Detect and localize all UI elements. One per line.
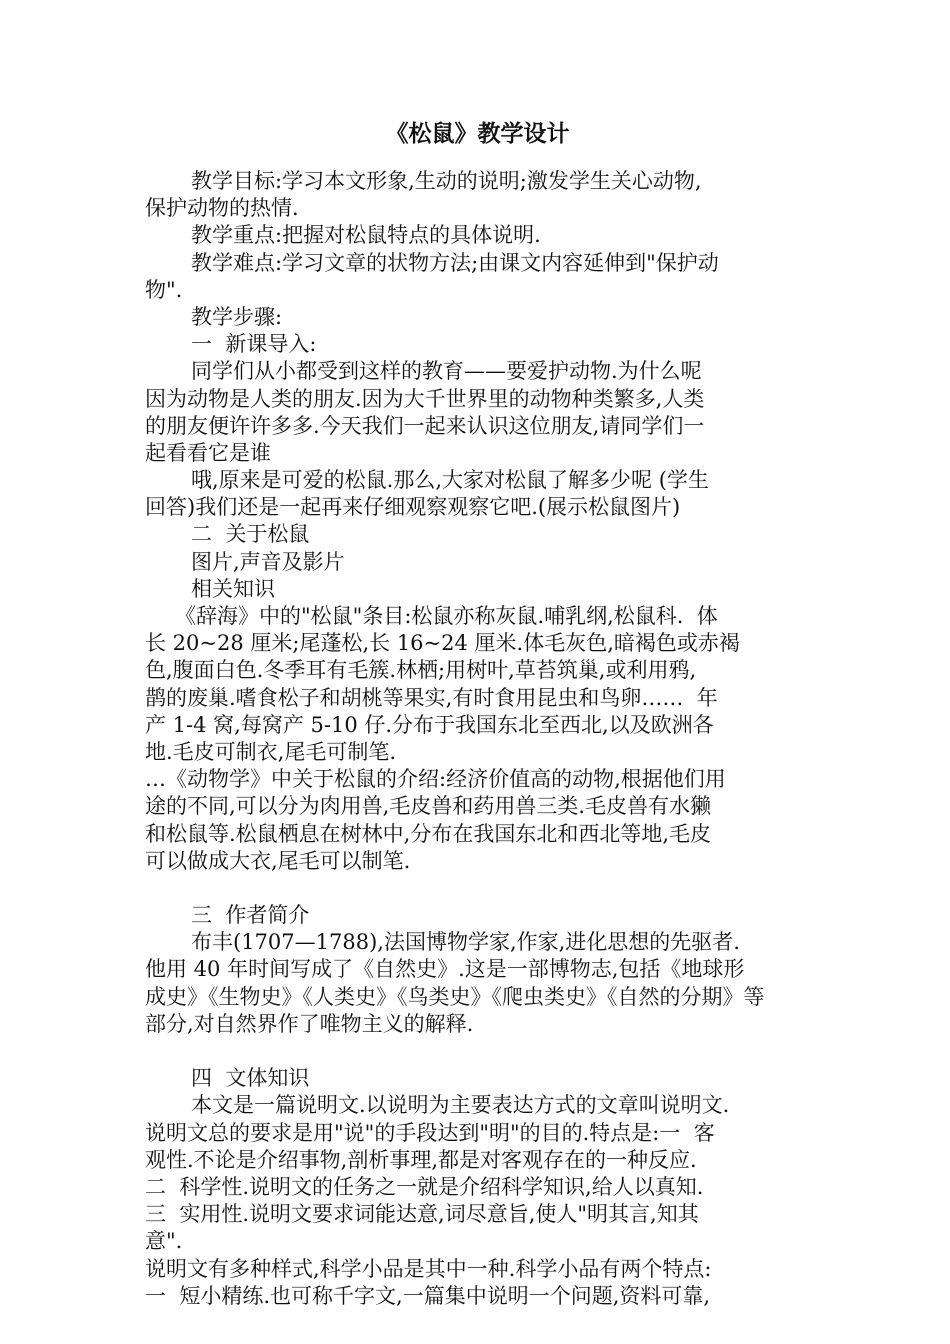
text-line: 二 科学性.说明文的任务之一就是介绍科学知识,给人以真知.	[145, 1174, 704, 1199]
text-line: 途的不同,可以分为肉用兽,毛皮兽和药用兽三类.毛皮兽有水獭	[145, 794, 712, 819]
text-line: 物".	[145, 277, 183, 302]
text-line: 部分,对自然界作了唯物主义的解释.	[145, 1011, 474, 1036]
text-line: 哦,原来是可爱的松鼠.那么,大家对松鼠了解多少呢 (学生	[191, 468, 709, 493]
text-line: 教学重点:把握对松鼠特点的具体说明.	[191, 223, 541, 248]
text-line: 教学目标:学习本文形象,生动的说明;激发学生关心动物,	[191, 169, 702, 193]
text-line: 相关知识	[191, 576, 275, 601]
document-title: 《松鼠》教学设计	[385, 120, 570, 147]
text-line: 一 新课导入:	[191, 332, 317, 357]
text-line: 说明文有多种样式,科学小品是其中一种.科学小品有两个特点:	[145, 1256, 712, 1281]
text-line: 说明文总的要求是用"说"的手段达到"明"的目的.特点是:一 客	[145, 1120, 715, 1145]
text-line: 教学难点:学习文章的状物方法;由课文内容延伸到"保护动	[191, 250, 719, 275]
text-line: 起看看它是谁	[145, 440, 271, 465]
text-line: 回答)我们还是一起再来仔细观察观察它吧.(展示松鼠图片)	[145, 495, 681, 520]
text-line: 二 关于松鼠	[191, 522, 310, 547]
text-line: 三 实用性.说明文要求词能达意,词尽意旨,使人"明其言,知其	[145, 1202, 699, 1227]
blank-line	[145, 1038, 810, 1065]
blank-line	[145, 875, 810, 902]
text-line: 的朋友便许许多多.今天我们一起来认识这位朋友,请同学们一	[145, 413, 705, 438]
text-line: 产 1-4 窝,每窝产 5-10 仔.分布于我国东北至西北,以及欧洲各	[145, 712, 714, 737]
text-line: 教学步骤:	[191, 304, 283, 329]
text-line: 《辞海》中的"松鼠"条目:松鼠亦称灰鼠.哺乳纲,松鼠科. 体	[175, 604, 718, 628]
text-line: 他用 40 年时间写成了《自然史》.这是一部博物志,包括《地球形	[145, 957, 745, 982]
text-line: 布丰(1707—1788),法国博物学家,作家,进化思想的先驱者.	[191, 930, 740, 955]
text-line: 四 文体知识	[191, 1066, 310, 1091]
text-line: 观性.不论是介绍事物,剖析事理,都是对客观存在的一种反应.	[145, 1147, 697, 1172]
text-line: 成史》《生物史》《人类史》《鸟类史》《爬虫类史》《自然的分期》等	[145, 984, 765, 1009]
text-line: 可以做成大衣,尾毛可以制笔.	[145, 848, 411, 873]
document-body	[145, 168, 810, 1310]
text-line: …《动物学》中关于松鼠的介绍:经济价值高的动物,根据他们用	[145, 767, 726, 792]
text-line: 色,腹面白色.冬季耳有毛簇.林栖;用树叶,草苔筑巢,或利用鸦,	[145, 658, 697, 683]
text-line: 三 作者简介	[191, 903, 310, 928]
text-line: 同学们从小都受到这样的教育——要爱护动物.为什么呢	[191, 359, 702, 384]
text-line: 保护动物的热情.	[145, 196, 299, 221]
text-line: 地.毛皮可制衣,尾毛可制笔.	[145, 739, 397, 764]
text-line: 鹊的废巢.嗜食松子和胡桃等果实,有时食用昆虫和鸟卵…… 年	[145, 685, 718, 710]
text-line: 一 短小精练.也可称千字文,一篇集中说明一个问题,资料可靠,	[145, 1283, 711, 1308]
text-line: 图片,声音及影片	[191, 549, 345, 574]
text-line: 和松鼠等.松鼠栖息在树林中,分布在我国东北和西北等地,毛皮	[145, 821, 712, 846]
text-line: 本文是一篇说明文.以说明为主要表达方式的文章叫说明文.	[191, 1093, 730, 1118]
text-line: 因为动物是人类的朋友.因为大千世界里的动物种类繁多,人类	[145, 386, 705, 411]
document-page	[145, 118, 810, 1310]
text-line: 长 20~28 厘米;尾蓬松,长 16~24 厘米.体毛灰色,暗褐色或赤褐	[145, 631, 740, 656]
text-line: 意".	[145, 1229, 183, 1254]
